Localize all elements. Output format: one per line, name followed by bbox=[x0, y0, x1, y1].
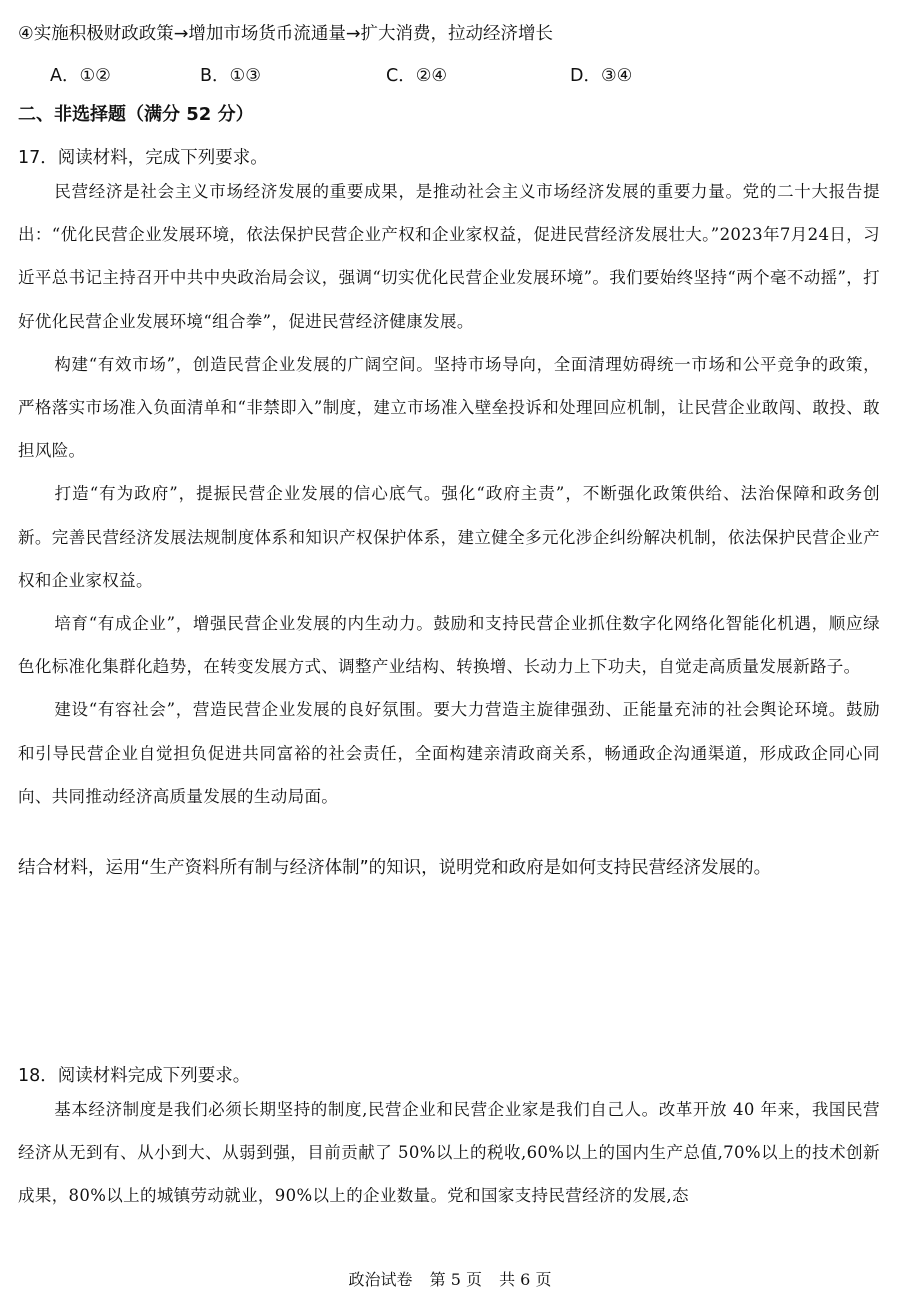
q17-material bbox=[18, 170, 880, 818]
q18-paragraph-1: 基本经济制度是我们必须长期坚持的制度,民营企业和民营企业家是我们自己人。改革开放 40 年来，我国民营经济从无到有、从小到大、从弱到强，目前贡献了 50%以上的税收,60%以上的国内生产总值,70%以上的技术创新成果，80%以上的城镇劳动就业，90%以上的企业数量。党和国家支持民营经济的发展,态 bbox=[18, 1100, 880, 1206]
q17-paragraph-1: 民营经济是社会主义市场经济发展的重要成果，是推动社会主义市场经济发展的重要力量。党的二十大报告提出：“优化民营企业发展环境，依法保护民营企业产权和企业家权益，促进民营经济发展壮大。”2023年7月24日，习近平总书记主持召开中共中央政治局会议，强调“切实优化民营企业发展环境”。我们要始终坚持“两个毫不动摇”，打好优化民营企业发展环境“组合拳”，促进民营经济健康发展。 bbox=[18, 182, 880, 331]
option-d bbox=[570, 62, 632, 90]
section-heading: 二、非选择题（满分 52 分） bbox=[18, 104, 254, 125]
footer-subject: 政治试卷 bbox=[348, 1270, 413, 1289]
option-a-value: ①② bbox=[79, 66, 111, 86]
q18-material bbox=[18, 1088, 880, 1218]
q17-paragraph-4: 培育“有成企业”，增强民营企业发展的内生动力。鼓励和支持民营企业抓住数字化网络化智能化机遇，顺应绿色化标准化集群化趋势，在转变发展方式、调整产业结构、转换增、长动力上下功夫，自觉走高质量发展新路子。 bbox=[18, 614, 880, 677]
option-a bbox=[50, 62, 111, 90]
q17-paragraph-3: 打造“有为政府”，提振民营企业发展的信心底气。强化“政府主责”，不断强化政策供给、法治保障和政务创新。完善民营经济发展法规制度体系和知识产权保护体系，建立健全多元化涉企纠纷解决机制，依法保护民营企业产权和企业家权益。 bbox=[18, 484, 880, 590]
option-d-letter: D． bbox=[570, 66, 601, 86]
option-d-value: ③④ bbox=[600, 66, 633, 86]
option-c bbox=[386, 62, 447, 90]
q18-title: 18．阅读材料完成下列要求。 bbox=[18, 1066, 251, 1086]
footer-total-pages: 共 6 页 bbox=[499, 1270, 552, 1289]
option-b-value: ①③ bbox=[229, 66, 261, 86]
q17-title: 17．阅读材料，完成下列要求。 bbox=[18, 148, 268, 168]
option-a-letter: A． bbox=[50, 66, 80, 86]
option-b bbox=[200, 62, 261, 90]
page-footer bbox=[0, 1268, 900, 1292]
option-statement-4: ④实施积极财政政策→增加市场货币流通量→扩大消费，拉动经济增长 bbox=[18, 24, 554, 44]
option-c-value: ②④ bbox=[415, 66, 448, 86]
q17-question: 结合材料，运用“生产资料所有制与经济体制”的知识，说明党和政府是如何支持民营经济发展的。 bbox=[18, 858, 772, 878]
q17-paragraph-2: 构建“有效市场”，创造民营企业发展的广阔空间。坚持市场导向，全面清理妨碍统一市场和公平竞争的政策，严格落实市场准入负面清单和“非禁即入”制度，建立市场准入壁垒投诉和处理回应机制，让民营企业敢闯、敢投、敢担风险。 bbox=[18, 354, 880, 461]
option-c-letter: C． bbox=[386, 66, 416, 86]
option-b-letter: B． bbox=[200, 66, 230, 86]
q17-paragraph-5: 建设“有容社会”，营造民营企业发展的良好氛围。要大力营造主旋律强劲、正能量充沛的社会舆论环境。鼓励和引导民营企业自觉担负促进共同富裕的社会责任，全面构建亲清政商关系，畅通政企沟通渠道，形成政企同心同向、共同推动经济高质量发展的生动局面。 bbox=[18, 700, 880, 806]
answer-options bbox=[0, 62, 900, 90]
footer-page-number: 第 5 页 bbox=[429, 1270, 482, 1289]
